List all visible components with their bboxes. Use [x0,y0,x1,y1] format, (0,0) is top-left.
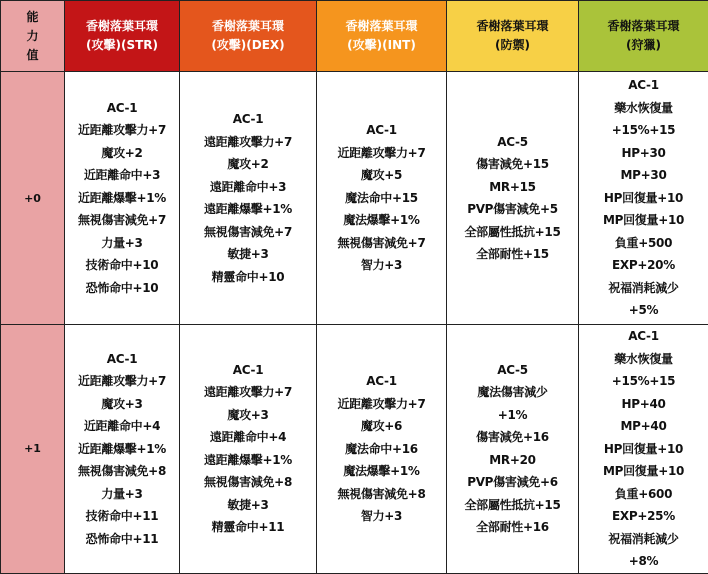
stat-line: 負重+600 [615,483,672,506]
stat-line: 智力+3 [361,254,402,277]
column-header-type: (攻擊)(STR) [65,36,179,55]
stat-level-header-char: 能 [1,8,64,27]
stat-line: 全部耐性+16 [476,516,549,539]
column-header-defense [447,1,579,72]
stat-line: 魔法命中+15 [345,187,418,210]
stat-line: HP回復量+10 [604,438,683,461]
column-header-hunting [579,1,708,72]
stat-line: 魔攻+2 [101,142,142,165]
stat-line: MR+20 [489,449,535,472]
stat-line: 魔法爆擊+1% [343,209,419,232]
level-label: +0 [1,72,65,325]
stat-line: 無視傷害減免+7 [78,209,166,232]
stat-line: 負重+500 [615,232,672,255]
stat-cell [317,325,447,574]
stat-line: 藥水恢復量 [614,348,673,371]
stat-cell [447,325,579,574]
stat-line: 恐怖命中+10 [86,277,159,300]
stat-line: 魔攻+6 [361,415,402,438]
stat-line: 魔法命中+16 [345,438,418,461]
stat-line: 近距離命中+4 [84,415,160,438]
stat-line: MP回復量+10 [603,460,684,483]
stat-line: AC-1 [366,119,397,142]
stat-line: 魔攻+2 [227,153,268,176]
stat-line: AC-1 [107,97,138,120]
stat-line: 無視傷害減免+8 [78,460,166,483]
stat-line: 力量+3 [101,483,142,506]
stat-cell [317,72,447,325]
stat-line: 遠距離命中+4 [210,426,286,449]
stat-line: AC-1 [233,108,264,131]
stat-line: 近距離攻擊力+7 [337,393,425,416]
stat-line: MP回復量+10 [603,209,684,232]
stat-line: +1% [498,404,528,427]
column-header-type: (攻擊)(INT) [317,36,446,55]
stat-line: AC-1 [366,370,397,393]
stat-line: 魔攻+3 [101,393,142,416]
stat-line: +5% [629,299,659,322]
stat-line: 近距離攻擊力+7 [78,370,166,393]
stat-line: +15%+15 [612,119,675,142]
stat-line: 遠距離命中+3 [210,176,286,199]
stat-cell [579,72,708,325]
stat-line: 全部屬性抵抗+15 [464,221,560,244]
column-header-type: (攻擊)(DEX) [180,36,316,55]
stat-line: 敏捷+3 [227,494,268,517]
stat-line: 近距離攻擊力+7 [337,142,425,165]
stat-line: 近距離命中+3 [84,164,160,187]
stat-line: 遠距離爆擊+1% [204,449,292,472]
stat-line: 魔法傷害減少 [477,381,547,404]
stat-line: EXP+25% [612,505,675,528]
stat-level-header-char: 力 [1,27,64,46]
stat-line: 無視傷害減免+8 [337,483,425,506]
stat-line: 祝福消耗減少 [608,277,678,300]
stat-line: 遠距離爆擊+1% [204,198,292,221]
stat-line: 精靈命中+10 [212,266,285,289]
table-row-plus1 [1,325,708,574]
stat-cell [180,72,317,325]
stat-line: 智力+3 [361,505,402,528]
stat-line: 祝福消耗減少 [608,528,678,551]
stat-line: 近距離爆擊+1% [78,438,166,461]
stat-line: 近距離爆擊+1% [78,187,166,210]
stat-line: AC-1 [628,325,659,348]
stat-line: AC-1 [628,74,659,97]
stat-line: 無視傷害減免+7 [337,232,425,255]
stat-cell [447,72,579,325]
table-row-plus0 [1,72,708,325]
stat-line: AC-5 [497,131,528,154]
stat-line: AC-1 [233,359,264,382]
stat-line: 魔攻+3 [227,404,268,427]
stat-line: 遠距離攻擊力+7 [204,381,292,404]
stat-cell [65,72,180,325]
stat-line: AC-1 [107,348,138,371]
column-header-name: 香榭落葉耳環 [317,17,446,36]
stat-line: +15%+15 [612,370,675,393]
stat-line: 無視傷害減免+7 [204,221,292,244]
stat-line: 傷害減免+16 [476,426,549,449]
stat-line: MP+40 [621,415,667,438]
stat-line: 敏捷+3 [227,243,268,266]
stat-cell [579,325,708,574]
stat-cell [65,325,180,574]
column-header-type: (狩獵) [579,36,708,55]
stat-line: PVP傷害減免+5 [467,198,558,221]
column-header-name: 香榭落葉耳環 [447,17,578,36]
stat-line: 魔法爆擊+1% [343,460,419,483]
column-header-str [65,1,180,72]
stat-line: 魔攻+5 [361,164,402,187]
stat-level-header-char: 值 [1,46,64,65]
column-header-type: (防禦) [447,36,578,55]
stat-line: 精靈命中+11 [212,516,285,539]
column-header-int [317,1,447,72]
stat-line: 力量+3 [101,232,142,255]
stat-line: HP+30 [621,142,665,165]
stat-line: 全部耐性+15 [476,243,549,266]
stat-cell [180,325,317,574]
stat-level-header [1,1,65,72]
stat-line: AC-5 [497,359,528,382]
stat-line: 恐怖命中+11 [86,528,159,551]
stat-line: 傷害減免+15 [476,153,549,176]
stat-line: HP+40 [621,393,665,416]
column-header-name: 香榭落葉耳環 [65,17,179,36]
column-header-name: 香榭落葉耳環 [579,17,708,36]
stat-line: 全部屬性抵抗+15 [464,494,560,517]
stat-line: 無視傷害減免+8 [204,471,292,494]
stat-line: 遠距離攻擊力+7 [204,131,292,154]
stat-line: 技術命中+10 [86,254,159,277]
stat-line: +8% [629,550,659,573]
stat-line: 近距離攻擊力+7 [78,119,166,142]
column-header-dex [180,1,317,72]
level-label: +1 [1,325,65,574]
header-row [1,1,708,72]
stat-line: EXP+20% [612,254,675,277]
stat-line: 藥水恢復量 [614,97,673,120]
stat-line: PVP傷害減免+6 [467,471,558,494]
stat-line: HP回復量+10 [604,187,683,210]
stat-line: MR+15 [489,176,535,199]
stat-line: MP+30 [621,164,667,187]
stat-line: 技術命中+11 [86,505,159,528]
column-header-name: 香榭落葉耳環 [180,17,316,36]
